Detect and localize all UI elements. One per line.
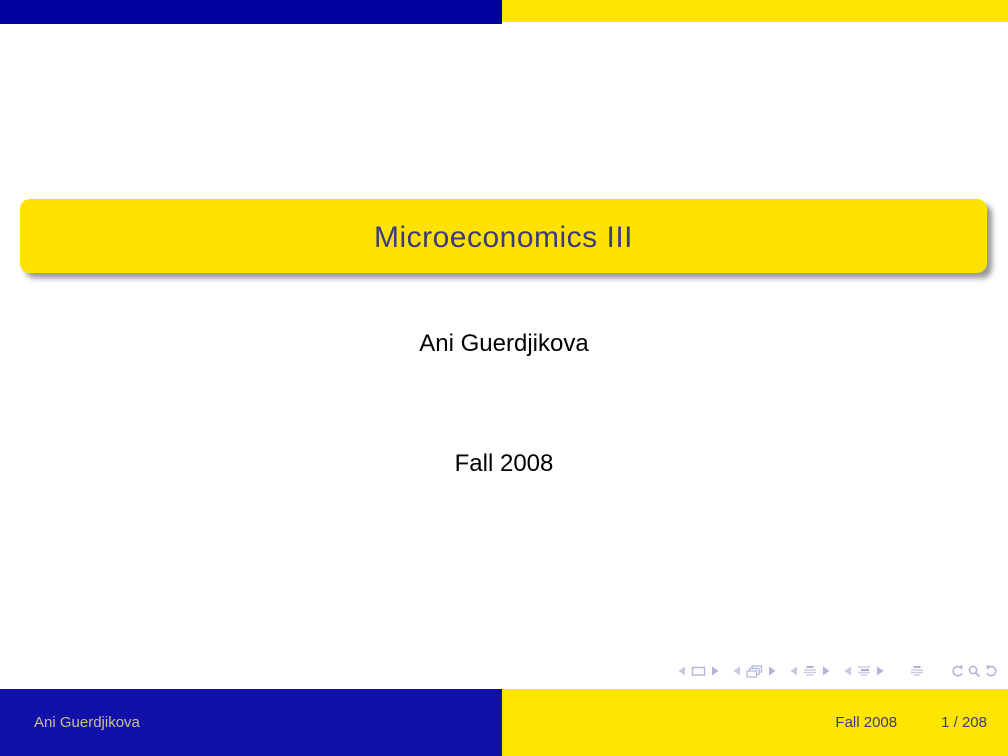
header-bar-left [0, 0, 502, 24]
next-section-arrow-icon[interactable] [822, 665, 831, 677]
navigation-symbols [665, 661, 1000, 681]
prev-slide-arrow-icon[interactable] [677, 665, 686, 677]
footer-author: Ani Guerdjikova [34, 714, 140, 731]
nav-group [732, 665, 777, 678]
next-frame-arrow-icon[interactable] [768, 665, 777, 677]
footer-author-panel [0, 689, 502, 756]
next-subsection-arrow-icon[interactable] [876, 665, 885, 677]
footer-date: Fall 2008 [835, 714, 898, 731]
slide-icon[interactable] [691, 665, 706, 677]
section-outline-icon[interactable] [803, 665, 817, 677]
nav-group [843, 665, 885, 677]
appendix-outline-icon[interactable] [910, 665, 924, 677]
forward-icon[interactable] [986, 664, 1000, 678]
nav-group [789, 665, 831, 677]
next-slide-arrow-icon[interactable] [711, 665, 720, 677]
footer-date-panel [502, 689, 1008, 756]
prev-subsection-arrow-icon[interactable] [843, 665, 852, 677]
slide-title: Microeconomics III [373, 221, 634, 254]
author-text: Ani Guerdjikova [419, 330, 589, 357]
back-icon[interactable] [949, 664, 963, 678]
search-icon[interactable] [968, 665, 981, 678]
prev-section-arrow-icon[interactable] [789, 665, 798, 677]
nav-group [910, 665, 924, 677]
nav-group [949, 664, 1000, 678]
title-box [20, 199, 987, 273]
header-bar-right [502, 0, 1008, 22]
page-counter: 1 / 208 [941, 714, 987, 731]
prev-frame-arrow-icon[interactable] [732, 665, 741, 677]
subsection-outline-icon[interactable] [857, 665, 871, 677]
date-text: Fall 2008 [454, 450, 554, 477]
frames-icon[interactable] [746, 665, 763, 678]
nav-group [677, 665, 720, 677]
